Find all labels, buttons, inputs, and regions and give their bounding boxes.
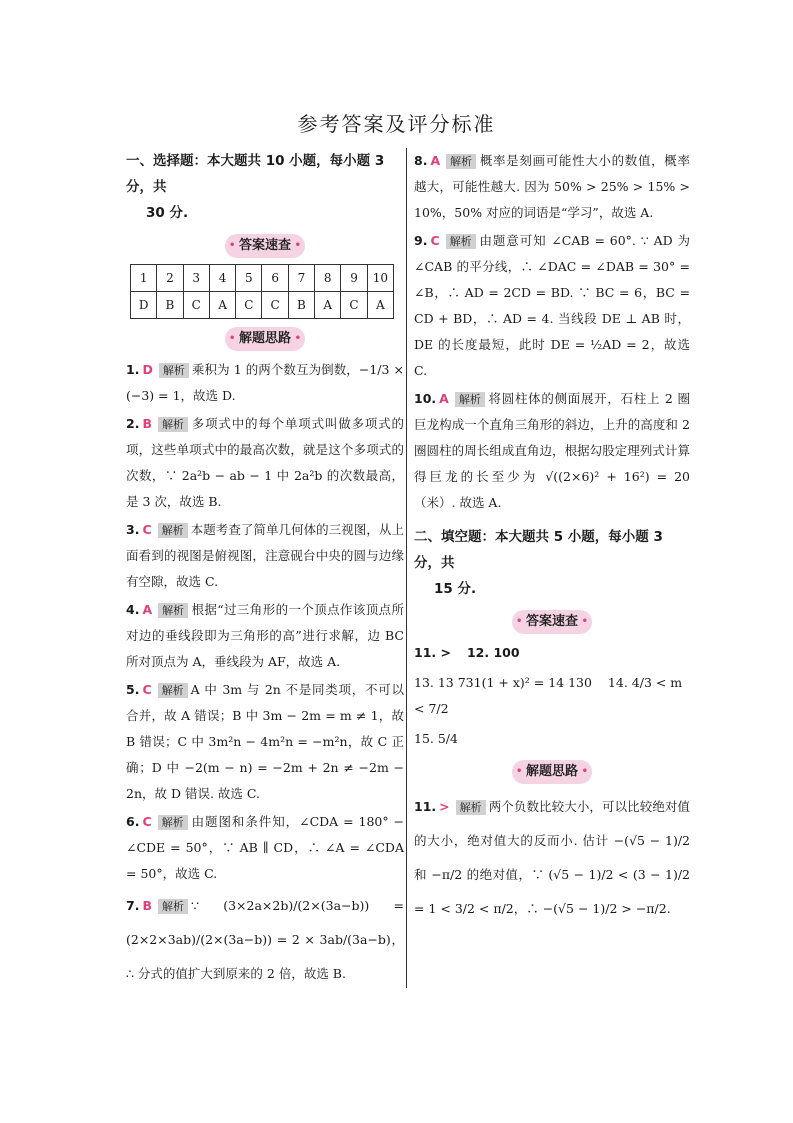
section2-heading-line2: 15 分. <box>434 581 477 597</box>
question-answer: C <box>142 522 152 537</box>
analysis-badge: 解析 <box>446 154 476 169</box>
question-answer: B <box>142 898 152 913</box>
table-cell: D <box>131 292 157 319</box>
question-text: 由题意可知 ∠CAB = 60°. ∵ AD 为 ∠CAB 的平分线，∴ ∠DAC = ∠DAB = 30° = ∠B，∴ AD = 2CD = BD. ∵ BC = 6，BC = CD + BD，∴ AD = 4. 当线段 DE ⊥ AB 时，DE 的长度最短，此时 DE = ½AD = 2，故选 C. <box>414 233 690 378</box>
analysis-badge: 解析 <box>158 683 188 698</box>
fill-answer-15: 15. 5/4 <box>414 731 458 746</box>
question-answer: > <box>439 799 450 814</box>
table-cell: 1 <box>131 265 157 292</box>
table-cell: A <box>367 292 393 319</box>
table-cell: C <box>341 292 367 319</box>
question-text: 根据“过三角形的一个顶点作该顶点所对边的垂线段即为三角形的高”进行求解，边 BC 所对顶点为 A，垂线段为 AF，故选 A. <box>126 602 404 669</box>
table-cell: 4 <box>209 265 235 292</box>
answer-table-answers-row <box>131 292 394 319</box>
table-cell: A <box>315 292 341 319</box>
fill-answers-row-2 <box>414 670 690 722</box>
table-cell: 3 <box>183 265 209 292</box>
answers-quick-pill: • 答案速查 • <box>225 234 305 258</box>
question-answer: A <box>430 153 441 168</box>
question-number: 9. <box>414 233 428 248</box>
question-answer: C <box>142 814 152 829</box>
question-text: ∵ (3×2a×2b)/(2×(3a−b)) = (2×2×3ab)/(2×(3a−b)) = 2 × 3ab/(3a−b)，∴ 分式的值扩大到原来的 2 倍，故选 B. <box>126 898 404 981</box>
question-answer: A <box>142 602 153 617</box>
fill-answer-13: 13. 13 731(1 + x)² = 14 130 <box>414 675 592 690</box>
left-column <box>126 148 404 993</box>
question-number: 2. <box>126 416 140 431</box>
fill-answer-11: 11. > <box>414 645 451 660</box>
right-column <box>414 148 690 928</box>
question-3 <box>126 517 404 595</box>
table-cell: C <box>262 292 288 319</box>
analysis-badge: 解析 <box>158 899 188 914</box>
analysis-badge: 解析 <box>446 234 476 249</box>
question-text: 两个负数比较大小，可以比较绝对值的大小，绝对值大的反而小. 估计 −(√5 − 1)/2 和 −π/2 的绝对值，∵ (√5 − 1)/2 < (3 − 1)/2 = 1 < 3/2 < π/2，∴ −(√5 − 1)/2 > −π/2. <box>414 799 690 916</box>
question-text: 多项式中的每个单项式叫做多项式的项，这些单项式中的最高次数，就是这个多项式的次数，∵ 2a²b − ab − 1 中 2a²b 的次数最高，是 3 次，故选 B. <box>126 416 404 509</box>
question-11-explain <box>414 790 690 926</box>
answer-table <box>130 264 394 319</box>
solution-thoughts-pill: • 解题思路 • <box>225 327 305 351</box>
question-8 <box>414 148 690 226</box>
question-number: 10. <box>414 391 437 406</box>
table-cell: C <box>236 292 262 319</box>
analysis-badge: 解析 <box>158 523 188 538</box>
fill-answers-row-3 <box>414 726 690 752</box>
question-9 <box>414 228 690 384</box>
question-text: 由题图和条件知，∠CDA = 180° − ∠CDE = 50°，∵ AB ∥ CD，∴ ∠A = ∠CDA = 50°，故选 C. <box>126 814 404 881</box>
question-number: 7. <box>126 898 140 913</box>
question-4 <box>126 597 404 675</box>
question-text: 将圆柱体的侧面展开，石柱上 2 圈巨龙构成一个直角三角形的斜边，上升的高度和 2 圈圆柱的周长组成直角边，根据勾股定理列式计算得巨龙的长至少为 √((2×6)² + 16²) = 20（米）. 故选 A. <box>414 391 690 510</box>
table-cell: 6 <box>262 265 288 292</box>
question-text: 概率是刻画可能性大小的数值，概率越大，可能性越大. 因为 50% > 25% > 15% > 10%，50% 对应的词语是“学习”，故选 A. <box>414 153 690 220</box>
table-cell: 8 <box>315 265 341 292</box>
question-number: 8. <box>414 153 428 168</box>
question-text: 乘积为 1 的两个数互为倒数，−1/3 × (−3) = 1，故选 D. <box>126 362 404 403</box>
table-cell: 2 <box>157 265 183 292</box>
section1-heading-line2: 30 分. <box>146 205 189 221</box>
analysis-badge: 解析 <box>158 603 188 618</box>
question-answer: C <box>142 682 152 697</box>
question-5 <box>126 677 404 807</box>
analysis-badge: 解析 <box>159 363 189 378</box>
question-number: 1. <box>126 362 140 377</box>
question-answer: D <box>142 362 153 377</box>
table-cell: 9 <box>341 265 367 292</box>
section1-heading <box>126 148 404 226</box>
fill-answers-row-1 <box>414 640 690 666</box>
column-divider <box>406 148 407 988</box>
question-2 <box>126 411 404 515</box>
analysis-badge: 解析 <box>456 800 486 815</box>
table-cell: 7 <box>288 265 314 292</box>
answers-quick-pill-2: • 答案速查 • <box>512 610 592 634</box>
question-number: 11. <box>414 799 437 814</box>
question-number: 4. <box>126 602 140 617</box>
section2-heading <box>414 524 690 602</box>
analysis-badge: 解析 <box>455 392 485 407</box>
question-number: 6. <box>126 814 140 829</box>
question-1 <box>126 357 404 409</box>
table-cell: B <box>157 292 183 319</box>
analysis-badge: 解析 <box>158 417 188 432</box>
question-answer: A <box>439 391 449 406</box>
question-answer: B <box>142 416 152 431</box>
analysis-badge: 解析 <box>158 815 188 830</box>
solution-thoughts-pill-2: • 解题思路 • <box>512 760 592 784</box>
question-text: A 中 3m 与 2n 不是同类项，不可以合并，故 A 错误；B 中 3m − 2m = m ≠ 1，故 B 错误；C 中 3m²n − 4m²n = −m²n，故 C 正确；D 中 −2(m − n) = −2m + 2n ≠ −2m − 2n，故 D 错误. 故选 C. <box>126 682 404 801</box>
page-title: 参考答案及评分标准 <box>297 112 496 136</box>
table-cell: C <box>183 292 209 319</box>
table-cell: B <box>288 292 314 319</box>
question-text: 本题考查了简单几何体的三视图，从上面看到的视图是俯视图，注意砚台中央的圆与边缘有空隙，故选 C. <box>126 522 404 589</box>
question-number: 3. <box>126 522 140 537</box>
section1-heading-line1: 一、选择题：本大题共 10 小题，每小题 3 分，共 <box>126 153 385 195</box>
fill-answer-14: 14. 4/3 < m < 7/2 <box>414 675 683 716</box>
answer-table-numbers-row <box>131 265 394 292</box>
table-cell: 5 <box>236 265 262 292</box>
section2-heading-line1: 二、填空题：本大题共 5 小题，每小题 3 分，共 <box>414 529 663 571</box>
question-6 <box>126 809 404 887</box>
question-number: 5. <box>126 682 140 697</box>
question-7 <box>126 889 404 991</box>
fill-answer-12: 12. 100 <box>466 645 520 660</box>
question-answer: C <box>430 233 440 248</box>
table-cell: A <box>209 292 235 319</box>
question-10 <box>414 386 690 516</box>
table-cell: 10 <box>367 265 393 292</box>
